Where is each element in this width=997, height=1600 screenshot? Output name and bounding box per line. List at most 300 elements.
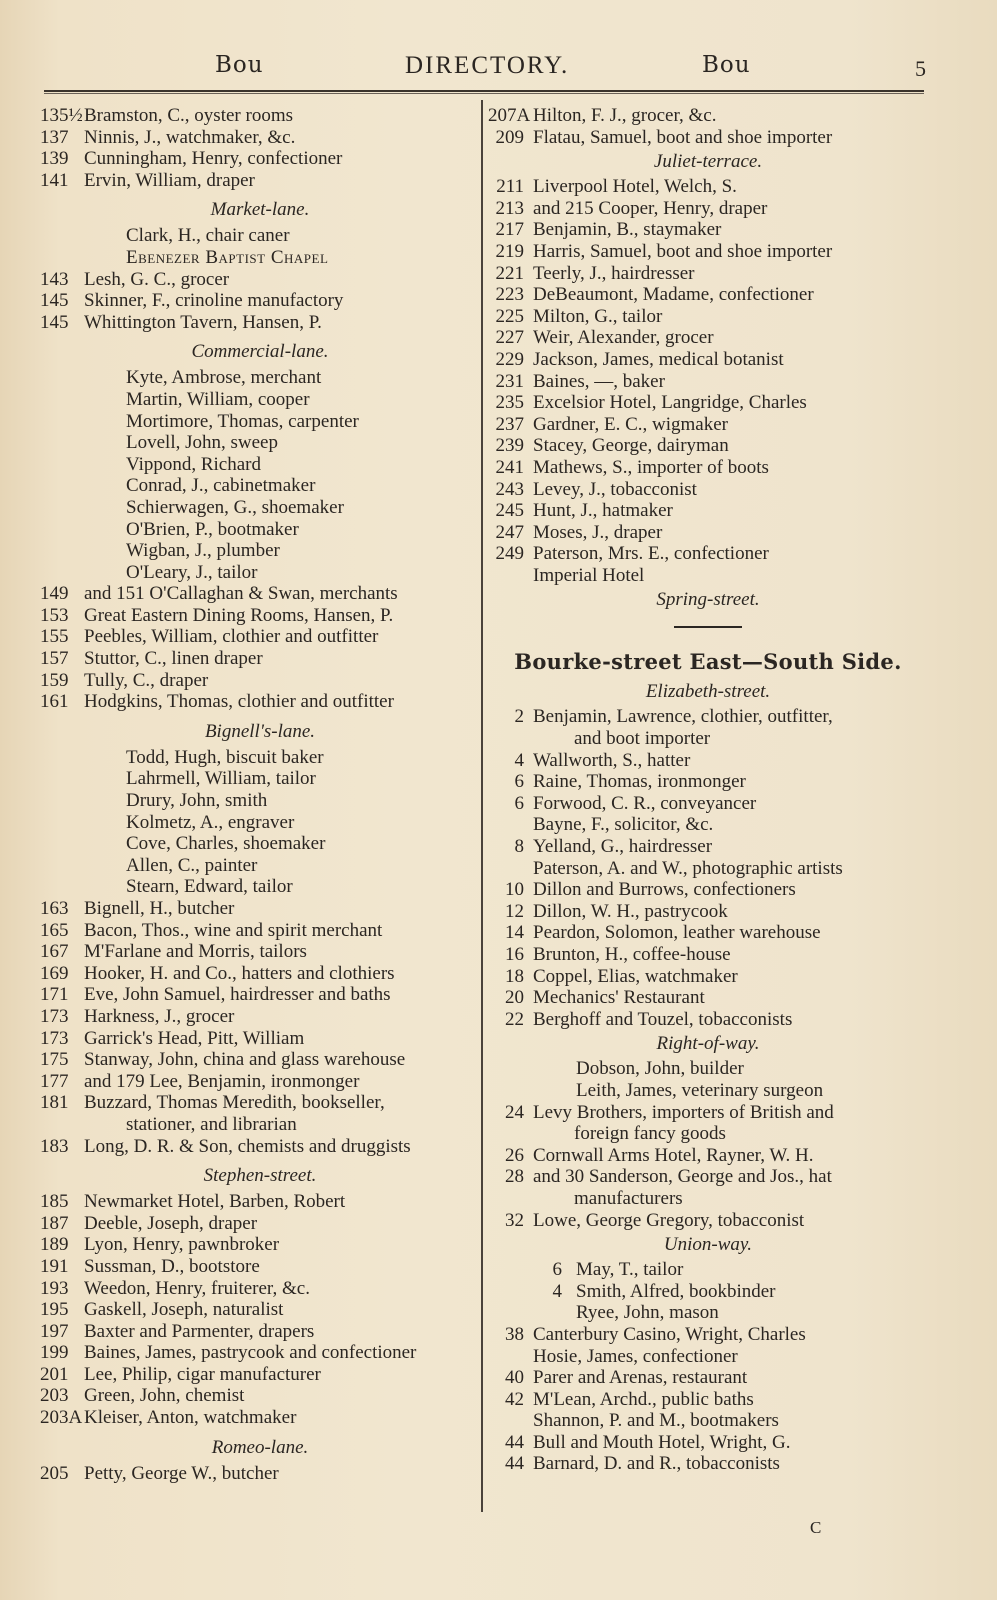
directory-entry — [40, 1278, 480, 1300]
occupant-text: Ninnis, J., watchmaker, &c. — [84, 126, 296, 148]
occupant-text: Dobson, John, builder — [576, 1058, 744, 1080]
directory-entry — [488, 1210, 928, 1232]
directory-entry — [40, 1006, 480, 1028]
street-number: 167 — [40, 941, 69, 963]
occupant-text: Stanway, John, china and glass warehouse — [84, 1049, 406, 1071]
occupant-text: Hodgkins, Thomas, clothier and outfitter — [84, 691, 394, 713]
occupant-text: Brunton, H., coffee-house — [533, 944, 731, 965]
street-number: 155 — [40, 626, 69, 648]
street-number: 245 — [495, 500, 524, 522]
street-number: 249 — [495, 543, 524, 565]
directory-entry — [40, 127, 480, 149]
directory-entry — [488, 565, 928, 587]
occupant-text: Allen, C., painter — [126, 854, 258, 876]
right-column — [488, 105, 928, 1475]
street-number: 26 — [505, 1144, 524, 1166]
occupant-text: Imperial Hotel — [533, 564, 645, 586]
occupant-text: and 151 O'Callaghan & Swan, merchants — [84, 583, 398, 605]
street-number: 183 — [40, 1135, 69, 1157]
directory-entry — [488, 176, 928, 198]
directory-entry — [488, 327, 928, 349]
street-heading: Right-of-way. — [656, 1033, 760, 1055]
street-heading: Market-lane. — [210, 199, 310, 221]
street-number: 40 — [505, 1367, 524, 1389]
directory-entry — [488, 414, 928, 436]
occupant-text: Bignell, H., butcher — [84, 898, 235, 919]
occupant-text: Forwood, C. R., conveyancer — [533, 792, 757, 814]
directory-entry — [40, 148, 480, 170]
occupant-text: Bacon, Thos., wine and spirit merchant — [84, 919, 383, 941]
street-number: 10 — [505, 879, 524, 901]
directory-entry — [488, 1123, 928, 1145]
occupant-text: Gardner, E. C., wigmaker — [533, 413, 728, 435]
directory-entry — [488, 1302, 928, 1324]
directory-entry — [488, 392, 928, 414]
directory-entry — [488, 457, 928, 479]
occupant-text: Stuttor, C., linen draper — [84, 648, 263, 670]
street-number: 223 — [495, 284, 524, 306]
directory-entry — [40, 247, 480, 269]
directory-entry — [488, 1259, 928, 1281]
directory-entry — [488, 1389, 928, 1411]
street-number: 177 — [40, 1070, 69, 1092]
occupant-text: Schierwagen, G., shoemaker — [126, 496, 344, 518]
header-rule — [44, 90, 924, 92]
directory-entry — [40, 963, 480, 985]
directory-entry — [488, 105, 928, 127]
street-number: 213 — [495, 197, 524, 219]
directory-entry — [40, 432, 480, 454]
street-number: 157 — [40, 648, 69, 670]
street-heading: Romeo-lane. — [211, 1436, 309, 1458]
street-number: 165 — [40, 919, 69, 941]
directory-entry — [488, 836, 928, 858]
occupant-text: Benjamin, Lawrence, clothier, outfitter, — [533, 706, 833, 728]
occupant-text: Paterson, Mrs. E., confectioner — [533, 543, 769, 565]
occupant-text: Leith, James, veterinary surgeon — [576, 1079, 824, 1101]
directory-entry — [488, 706, 928, 728]
occupant-text: Raine, Thomas, ironmonger — [533, 771, 746, 793]
directory-entry — [488, 371, 928, 393]
directory-entry — [488, 1009, 928, 1031]
occupant-text: Stearn, Edward, tailor — [126, 876, 293, 898]
directory-entry — [40, 855, 480, 877]
occupant-text: May, T., tailor — [576, 1259, 684, 1281]
street-heading: Spring-street. — [656, 589, 760, 611]
street-number: 181 — [40, 1092, 69, 1114]
occupant-text: Baines, James, pastrycook and confectioner — [84, 1342, 417, 1364]
occupant-text: Dillon, W. H., pastrycook — [533, 900, 728, 922]
street-number: 237 — [495, 413, 524, 435]
directory-entry — [40, 1028, 480, 1050]
page-number: 5 — [915, 56, 927, 81]
street-number: 137 — [40, 126, 69, 148]
directory-entry — [40, 898, 480, 920]
directory-entry — [488, 263, 928, 285]
street-number: 163 — [40, 898, 69, 919]
directory-entry — [488, 901, 928, 923]
street-number: 4 — [552, 1280, 562, 1302]
occupant-text: Gaskell, Joseph, naturalist — [84, 1299, 284, 1321]
directory-entry — [488, 793, 928, 815]
occupant-text: O'Brien, P., bootmaker — [126, 518, 299, 540]
street-number: 243 — [495, 478, 524, 500]
occupant-text: Whittington Tavern, Hansen, P. — [84, 311, 322, 333]
occupant-text: Smith, Alfred, bookbinder — [576, 1280, 776, 1302]
street-heading: Juliet-terrace. — [653, 151, 763, 173]
occupant-text: Long, D. R. & Son, chemists and druggists — [84, 1135, 411, 1157]
occupant-text: Weedon, Henry, fruiterer, &c. — [84, 1277, 310, 1299]
occupant-text: Paterson, A. and W., photographic artists — [533, 857, 843, 879]
directory-entry — [488, 1324, 928, 1346]
directory-entry — [40, 411, 480, 433]
occupant-text: Eve, John Samuel, hairdresser and baths — [84, 984, 391, 1006]
occupant-text: Bull and Mouth Hotel, Wright, G. — [533, 1431, 791, 1453]
left-column — [40, 105, 480, 1484]
occupant-text: Jackson, James, medical botanist — [533, 348, 784, 370]
directory-entry — [488, 771, 928, 793]
street-number: 189 — [40, 1234, 69, 1256]
street-number: 42 — [505, 1388, 524, 1410]
occupant-text: Sussman, D., bootstore — [84, 1255, 260, 1277]
occupant-text: Skinner, F., crinoline manufactory — [84, 290, 344, 312]
occupant-text: Lovell, John, sweep — [126, 432, 278, 454]
occupant-text: O'Leary, J., tailor — [126, 561, 258, 583]
occupant-text: Great Eastern Dining Rooms, Hansen, P. — [84, 604, 394, 626]
occupant-text: Wallworth, S., hatter — [533, 749, 691, 771]
directory-entry — [488, 858, 928, 880]
directory-entry — [40, 790, 480, 812]
occupant-text: and 30 Sanderson, George and Jos., hat — [533, 1166, 832, 1188]
street-number: 205 — [40, 1462, 69, 1484]
directory-entry — [40, 105, 480, 127]
directory-entry — [488, 728, 928, 750]
occupant-text: Bramston, C., oyster rooms — [84, 105, 293, 126]
directory-entry — [40, 312, 480, 334]
occupant-text: Levy Brothers, importers of British and — [533, 1101, 834, 1123]
street-number: 191 — [40, 1255, 69, 1277]
street-number: 209 — [495, 126, 524, 148]
street-number: 231 — [495, 370, 524, 392]
directory-entry — [488, 198, 928, 220]
directory-entry — [488, 922, 928, 944]
occupant-text: Ervin, William, draper — [84, 169, 255, 191]
occupant-text: Lowe, George Gregory, tobacconist — [533, 1209, 805, 1231]
directory-entry — [40, 1342, 480, 1364]
occupant-text: Todd, Hugh, biscuit baker — [126, 746, 324, 768]
occupant-text: Lesh, G. C., grocer — [84, 268, 230, 290]
directory-entry — [40, 519, 480, 541]
occupant-text: M'Lean, Archd., public baths — [533, 1388, 754, 1410]
street-number: 20 — [505, 987, 524, 1009]
street-number: 14 — [505, 922, 524, 944]
occupant-text: Milton, G., tailor — [533, 305, 663, 327]
occupant-text: Teerly, J., hairdresser — [533, 262, 695, 284]
directory-entry — [40, 454, 480, 476]
occupant-text: Stacey, George, dairyman — [533, 435, 729, 457]
street-number: 185 — [40, 1191, 69, 1213]
street-number: 219 — [495, 240, 524, 262]
directory-entry — [40, 367, 480, 389]
occupant-text: Harkness, J., grocer — [84, 1005, 235, 1027]
occupant-text: Mechanics' Restaurant — [533, 987, 705, 1009]
directory-entry — [40, 920, 480, 942]
directory-entry — [40, 540, 480, 562]
directory-entry — [40, 1364, 480, 1386]
street-number: 201 — [40, 1363, 69, 1385]
occupant-text: stationer, and librarian — [126, 1113, 297, 1135]
street-number: 239 — [495, 435, 524, 457]
street-number: 227 — [495, 327, 524, 349]
occupant-text: Lee, Philip, cigar manufacturer — [84, 1363, 321, 1385]
running-head-right: Bou — [702, 52, 751, 78]
street-number: 143 — [40, 268, 69, 290]
header-rule-thin — [44, 93, 924, 94]
occupant-text: Barnard, D. and R., tobacconists — [533, 1453, 780, 1475]
occupant-text: Hooker, H. and Co., hatters and clothiers — [84, 962, 395, 984]
street-number: 187 — [40, 1212, 69, 1234]
occupant-text: Cornwall Arms Hotel, Rayner, W. H. — [533, 1144, 814, 1166]
street-heading: Elizabeth-street. — [645, 681, 771, 703]
street-heading: Stephen-street. — [203, 1165, 317, 1187]
occupant-text: Kleiser, Anton, watchmaker — [84, 1407, 297, 1429]
directory-entry — [488, 750, 928, 772]
directory-entry — [40, 1092, 480, 1114]
street-number: 18 — [505, 965, 524, 987]
street-number: 217 — [495, 219, 524, 241]
directory-entry — [488, 435, 928, 457]
occupant-text: Garrick's Head, Pitt, William — [84, 1027, 305, 1049]
street-number: 203A — [40, 1407, 83, 1429]
street-number: 6 — [552, 1259, 562, 1281]
street-number: 4 — [514, 749, 524, 771]
occupant-text: Benjamin, B., staymaker — [533, 219, 722, 241]
directory-entry — [40, 1407, 480, 1429]
occupant-text: Levey, J., tobacconist — [533, 478, 697, 500]
directory-entry — [40, 269, 480, 291]
street-number: 28 — [505, 1166, 524, 1188]
directory-entry — [488, 1410, 928, 1432]
street-number: 139 — [40, 148, 69, 170]
directory-entry — [488, 306, 928, 328]
occupant-text: Baxter and Parmenter, drapers — [84, 1320, 315, 1342]
directory-entry — [488, 284, 928, 306]
street-number: 211 — [496, 176, 524, 198]
directory-entry — [488, 1145, 928, 1167]
street-number: 235 — [495, 392, 524, 414]
occupant-text: Conrad, J., cabinetmaker — [126, 475, 316, 497]
directory-entry — [40, 290, 480, 312]
directory-entry — [40, 1049, 480, 1071]
street-number: 199 — [40, 1342, 69, 1364]
occupant-text: Lahrmell, William, tailor — [126, 768, 316, 790]
section-heading: Bourke-street East—South Side. — [514, 649, 902, 675]
street-heading: Union-way. — [663, 1234, 753, 1256]
directory-entry — [40, 1299, 480, 1321]
street-number: 171 — [40, 984, 69, 1006]
occupant-text: Parer and Arenas, restaurant — [533, 1367, 748, 1389]
directory-entry — [40, 670, 480, 692]
directory-entry — [40, 1256, 480, 1278]
directory-entry — [40, 1071, 480, 1093]
directory-entry — [40, 768, 480, 790]
directory-entry — [40, 941, 480, 963]
street-number: 173 — [40, 1027, 69, 1049]
occupant-text: Flatau, Samuel, boot and shoe importer — [533, 126, 833, 148]
directory-entry — [488, 219, 928, 241]
occupant-text: Wigban, J., plumber — [126, 540, 280, 562]
street-number: 16 — [505, 944, 524, 965]
occupant-text: Mathews, S., importer of boots — [533, 456, 769, 478]
street-number: 159 — [40, 669, 69, 691]
occupant-text: Ryee, John, mason — [576, 1302, 719, 1324]
directory-entry — [40, 876, 480, 898]
directory-entry — [488, 1432, 928, 1454]
occupant-text: Excelsior Hotel, Langridge, Charles — [533, 392, 807, 414]
occupant-text: Petty, George W., butcher — [84, 1462, 279, 1484]
directory-entry — [40, 1114, 480, 1136]
occupant-text: Drury, John, smith — [126, 790, 268, 812]
street-heading: Commercial-lane. — [191, 341, 329, 363]
occupant-text: Ebenezer Baptist Chapel — [126, 246, 329, 268]
directory-entry — [40, 812, 480, 834]
occupant-text: Moses, J., draper — [533, 521, 663, 543]
directory-entry — [488, 522, 928, 544]
street-number: 153 — [40, 604, 69, 626]
occupant-text: Martin, William, cooper — [126, 388, 310, 410]
directory-entry — [488, 1102, 928, 1124]
occupant-text: Mortimore, Thomas, carpenter — [126, 410, 359, 432]
directory-entry — [488, 543, 928, 565]
street-number: 6 — [514, 771, 524, 793]
street-number: 193 — [40, 1277, 69, 1299]
directory-entry — [488, 1080, 928, 1102]
occupant-text: M'Farlane and Morris, tailors — [84, 941, 307, 963]
occupant-text: foreign fancy goods — [574, 1123, 726, 1145]
street-number: 44 — [505, 1453, 524, 1475]
occupant-text: Kyte, Ambrose, merchant — [126, 367, 322, 389]
directory-entry — [488, 966, 928, 988]
printer-signature-mark: C — [810, 1518, 822, 1537]
directory-entry — [40, 1385, 480, 1407]
directory-entry — [40, 626, 480, 648]
directory-entry — [488, 500, 928, 522]
directory-entry — [40, 1213, 480, 1235]
street-number: 207A — [488, 105, 531, 126]
street-number: 12 — [505, 900, 524, 922]
directory-entry — [40, 1136, 480, 1158]
directory-entry — [40, 389, 480, 411]
directory-entry — [488, 349, 928, 371]
street-number: 8 — [514, 836, 524, 858]
occupant-text: Buzzard, Thomas Meredith, bookseller, — [84, 1092, 385, 1114]
occupant-text: Clark, H., chair caner — [126, 225, 290, 247]
directory-entry — [488, 479, 928, 501]
occupant-text: Yelland, G., hairdresser — [533, 836, 713, 858]
occupant-text: Tully, C., draper — [84, 669, 209, 691]
directory-entry — [40, 1234, 480, 1256]
occupant-text: Peebles, William, clothier and outfitter — [84, 626, 379, 648]
street-number: 24 — [505, 1101, 524, 1123]
street-number: 197 — [40, 1320, 69, 1342]
directory-entry — [40, 583, 480, 605]
directory-entry — [40, 1321, 480, 1343]
occupant-text: Hilton, F. J., grocer, &c. — [533, 105, 717, 126]
directory-entry — [40, 747, 480, 769]
directory-entry — [40, 497, 480, 519]
occupant-text: Coppel, Elias, watchmaker — [533, 965, 738, 987]
street-number: 141 — [40, 169, 69, 191]
street-number: 229 — [495, 348, 524, 370]
occupant-text: Cunningham, Henry, confectioner — [84, 148, 343, 170]
directory-entry — [488, 879, 928, 901]
section-divider-rule — [674, 626, 742, 628]
occupant-text: Peardon, Solomon, leather warehouse — [533, 922, 821, 944]
street-number: 44 — [505, 1431, 524, 1453]
occupant-text: DeBeaumont, Madame, confectioner — [533, 284, 814, 306]
street-number: 221 — [495, 262, 524, 284]
occupant-text: and boot importer — [574, 728, 711, 750]
street-number: 6 — [514, 792, 524, 814]
directory-entry — [40, 170, 480, 192]
street-number: 22 — [505, 1008, 524, 1030]
directory-entry — [488, 1346, 928, 1368]
occupant-text: Harris, Samuel, boot and shoe importer — [533, 240, 833, 262]
street-number: 135½ — [40, 105, 83, 126]
street-number: 2 — [514, 706, 524, 728]
occupant-text: Lyon, Henry, pawnbroker — [84, 1234, 280, 1256]
column-divider — [481, 100, 483, 1512]
occupant-text: Shannon, P. and M., bootmakers — [533, 1410, 779, 1432]
street-number: 149 — [40, 583, 69, 605]
occupant-text: Berghoff and Touzel, tobacconists — [533, 1008, 793, 1030]
occupant-text: Liverpool Hotel, Welch, S. — [533, 176, 737, 198]
occupant-text: Bayne, F., solicitor, &c. — [533, 814, 714, 836]
occupant-text: and 215 Cooper, Henry, draper — [533, 197, 768, 219]
occupant-text: Canterbury Casino, Wright, Charles — [533, 1323, 806, 1345]
directory-entry — [488, 944, 928, 966]
street-number: 32 — [505, 1209, 524, 1231]
directory-entry — [488, 1058, 928, 1080]
occupant-text: Kolmetz, A., engraver — [126, 811, 295, 833]
occupant-text: Newmarket Hotel, Barben, Robert — [84, 1191, 346, 1213]
directory-entry — [488, 987, 928, 1009]
directory-entry — [40, 1463, 480, 1485]
occupant-text: Vippond, Richard — [126, 453, 262, 475]
directory-entry — [488, 1188, 928, 1210]
occupant-text: and 179 Lee, Benjamin, ironmonger — [84, 1070, 360, 1092]
directory-entry — [40, 1191, 480, 1213]
street-number: 38 — [505, 1323, 524, 1345]
running-head-left: Bou — [215, 52, 264, 78]
street-number: 247 — [495, 521, 524, 543]
running-head-title: DIRECTORY. — [405, 52, 570, 79]
street-number: 173 — [40, 1005, 69, 1027]
occupant-text: Hunt, J., hatmaker — [533, 500, 673, 522]
street-heading: Bignell's-lane. — [204, 720, 316, 742]
directory-entry — [40, 562, 480, 584]
street-number: 169 — [40, 962, 69, 984]
directory-entry — [488, 814, 928, 836]
directory-entry — [488, 1367, 928, 1389]
occupant-text: Cove, Charles, shoemaker — [126, 833, 326, 855]
occupant-text: manufacturers — [574, 1187, 683, 1209]
street-number: 203 — [40, 1385, 69, 1407]
occupant-text: Deeble, Joseph, draper — [84, 1212, 258, 1234]
street-number: 195 — [40, 1299, 69, 1321]
street-number: 145 — [40, 290, 69, 312]
directory-entry — [488, 1281, 928, 1303]
